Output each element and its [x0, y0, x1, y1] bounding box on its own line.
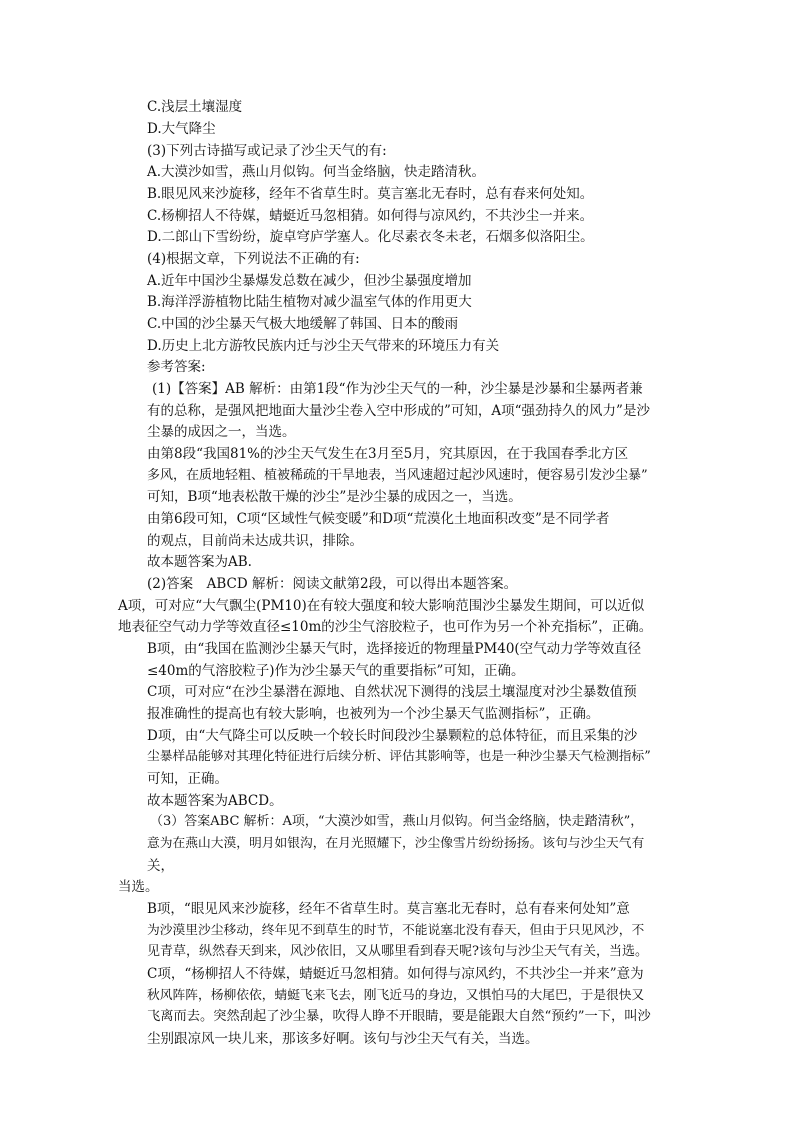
- q3-option-b: B.眼见风来沙旋移，经年不省草生时。莫言塞北无春时，总有春来何处知。: [147, 186, 594, 202]
- option-c-text: C.浅层土壤湿度: [147, 99, 243, 115]
- answer-3-line: 为沙漠里沙尘移动，终年见不到草生的时节，不能说塞北没有春天，但由于只见风沙，不: [147, 923, 645, 938]
- answer-3-line: 见青草，纵然春天到来，风沙依旧，又从哪里看到春天呢?该句与沙尘天气有关，当选。: [147, 944, 648, 959]
- answer-2-line: B项，由“我国在监测沙尘暴天气时，选择接近的物理量PM40(空气动力学等效直径: [147, 641, 642, 657]
- answer-heading: 参考答案:: [147, 359, 206, 375]
- option-d-text: D.大气降尘: [147, 121, 216, 137]
- q3-option-d: D.二郎山下雪纷纷，旋卓穹庐学塞人。化尽素衣冬未老，石烟多似洛阳尘。: [147, 229, 594, 245]
- answer-1-line: (1)【答案】AB 解析：由第1段“作为沙尘天气的一种，沙尘暴是沙暴和尘暴两者兼: [152, 381, 643, 397]
- answer-3-line: 秋风阵阵，杨柳依依，蜻蜓飞来飞去，刚飞近马的身边，又惧怕马的大尾巴，于是很快又: [147, 988, 645, 1003]
- answer-3-line: 尘别跟凉风一块儿来，那该多好啊。该句与沙尘天气有关，当选。: [147, 1031, 539, 1047]
- answer-2-conclusion: 故本题答案为ABCD。: [147, 793, 283, 809]
- answer-2-line: ≤40m的气溶胶粒子)作为沙尘暴天气的重要指标”可知，正确。: [147, 663, 525, 679]
- answer-3-line: B项，“眼见风来沙旋移，经年不省草生时。莫言塞北无春时，总有春来何处知”意: [147, 901, 630, 917]
- answer-1-line: 有的总称，是强风把地面大量沙尘卷入空中形成的”可知，A项“强劲持久的风力”是沙: [147, 403, 650, 419]
- answer-2-line: 报准确性的提高也有较大影响，也被列为一个沙尘暴天气监测指标”，正确。: [147, 706, 600, 722]
- answer-2-line: A项，可对应“大气飘尘(PM10)在有较大强度和较大影响范围沙尘暴发生期间，可以近似: [118, 598, 645, 614]
- answer-1-line: 尘暴的成因之一，当选。: [147, 424, 296, 440]
- answer-1-conclusion: 故本题答案为AB.: [147, 554, 252, 570]
- answer-3-line: 飞离而去。突然刮起了沙尘暴，吹得人睁不开眼睛，要是能跟大自然“预约”一下，叫沙: [147, 1009, 651, 1024]
- question-3-text: (3)下列古诗描写或记录了沙尘天气的有:: [147, 143, 387, 159]
- answer-1-line: 多风，在质地轻粗、植被稀疏的干旱地表，当风速超过起沙风速时，便容易引发沙尘暴”: [147, 468, 648, 483]
- answer-2-line: C项，可对应“在沙尘暴潜在源地、自然状况下测得的浅层土壤湿度对沙尘暴数值预: [147, 684, 637, 700]
- q4-option-c: C.中国的沙尘暴天气极大地缓解了韩国、日本的酸雨: [147, 316, 459, 332]
- answer-2-line: D项，由“大气降尘可以反映一个较长时间段沙尘暴颗粒的总体特征，而且采集的沙: [147, 728, 638, 744]
- q4-option-d: D.历史上北方游牧民族内迁与沙尘天气带来的环境压力有关: [147, 338, 500, 354]
- answer-2-line: 尘暴样品能够对其理化特征进行后续分析、评估其影响等，也是一种沙尘暴天气检测指标”: [147, 749, 651, 764]
- q4-option-a: A.近年中国沙尘暴爆发总数在减少，但沙尘暴强度增加: [147, 273, 472, 289]
- answer-1-line: 由第8段“我国81%的沙尘天气发生在3月至5月，究其原因，在于我国春季北方区: [147, 446, 629, 462]
- answer-3-line: （3）答案ABC 解析：A项，“大漠沙如雪，燕山月似钩。何当金络脑，快走踏清秋”，: [150, 814, 644, 829]
- answer-1-line: 的观点，目前尚未达成共识，排除。: [147, 533, 363, 549]
- q3-option-c: C.杨柳招人不待媒，蜻蜓近马忽相猜。如何得与凉风约，不共沙尘一并来。: [147, 208, 594, 224]
- answer-2-line: 地表征空气动力学等效直径≤10m的沙尘气溶胶粒子，也可作为另一个补充指标”，正确。: [118, 619, 653, 635]
- answer-3-line: C项，“杨柳招人不待媒，蜻蜓近马忽相猜。如何得与凉风约，不共沙尘一并来”意为: [147, 966, 644, 982]
- answer-2-line: (2)答案 ABCD 解析：阅读文献第2段，可以得出本题答案。: [147, 576, 518, 592]
- q4-option-b: B.海洋浮游植物比陆生植物对减少温室气体的作用更大: [147, 294, 472, 310]
- q3-option-a: A.大漠沙如雪，燕山月似钩。何当金络脑，快走踏清秋。: [147, 164, 486, 180]
- question-4-text: (4)根据文章，下列说法不正确的有:: [147, 251, 360, 267]
- answer-3-line: 当选。: [118, 879, 159, 895]
- answer-1-line: 可知，B项“地表松散干燥的沙尘”是沙尘暴的成因之一，当选。: [147, 489, 522, 505]
- answer-3-line: 关，: [147, 858, 174, 874]
- answer-1-line: 由第6段可知，C项“区域性气候变暖”和D项“荒漠化土地面积改变”是不同学者: [147, 511, 610, 527]
- answer-3-line: 意为在燕山大漠，明月如银沟，在月光照耀下，沙尘像雪片纷纷扬扬。该句与沙尘天气有: [147, 836, 645, 851]
- answer-2-line: 可知，正确。: [147, 771, 228, 787]
